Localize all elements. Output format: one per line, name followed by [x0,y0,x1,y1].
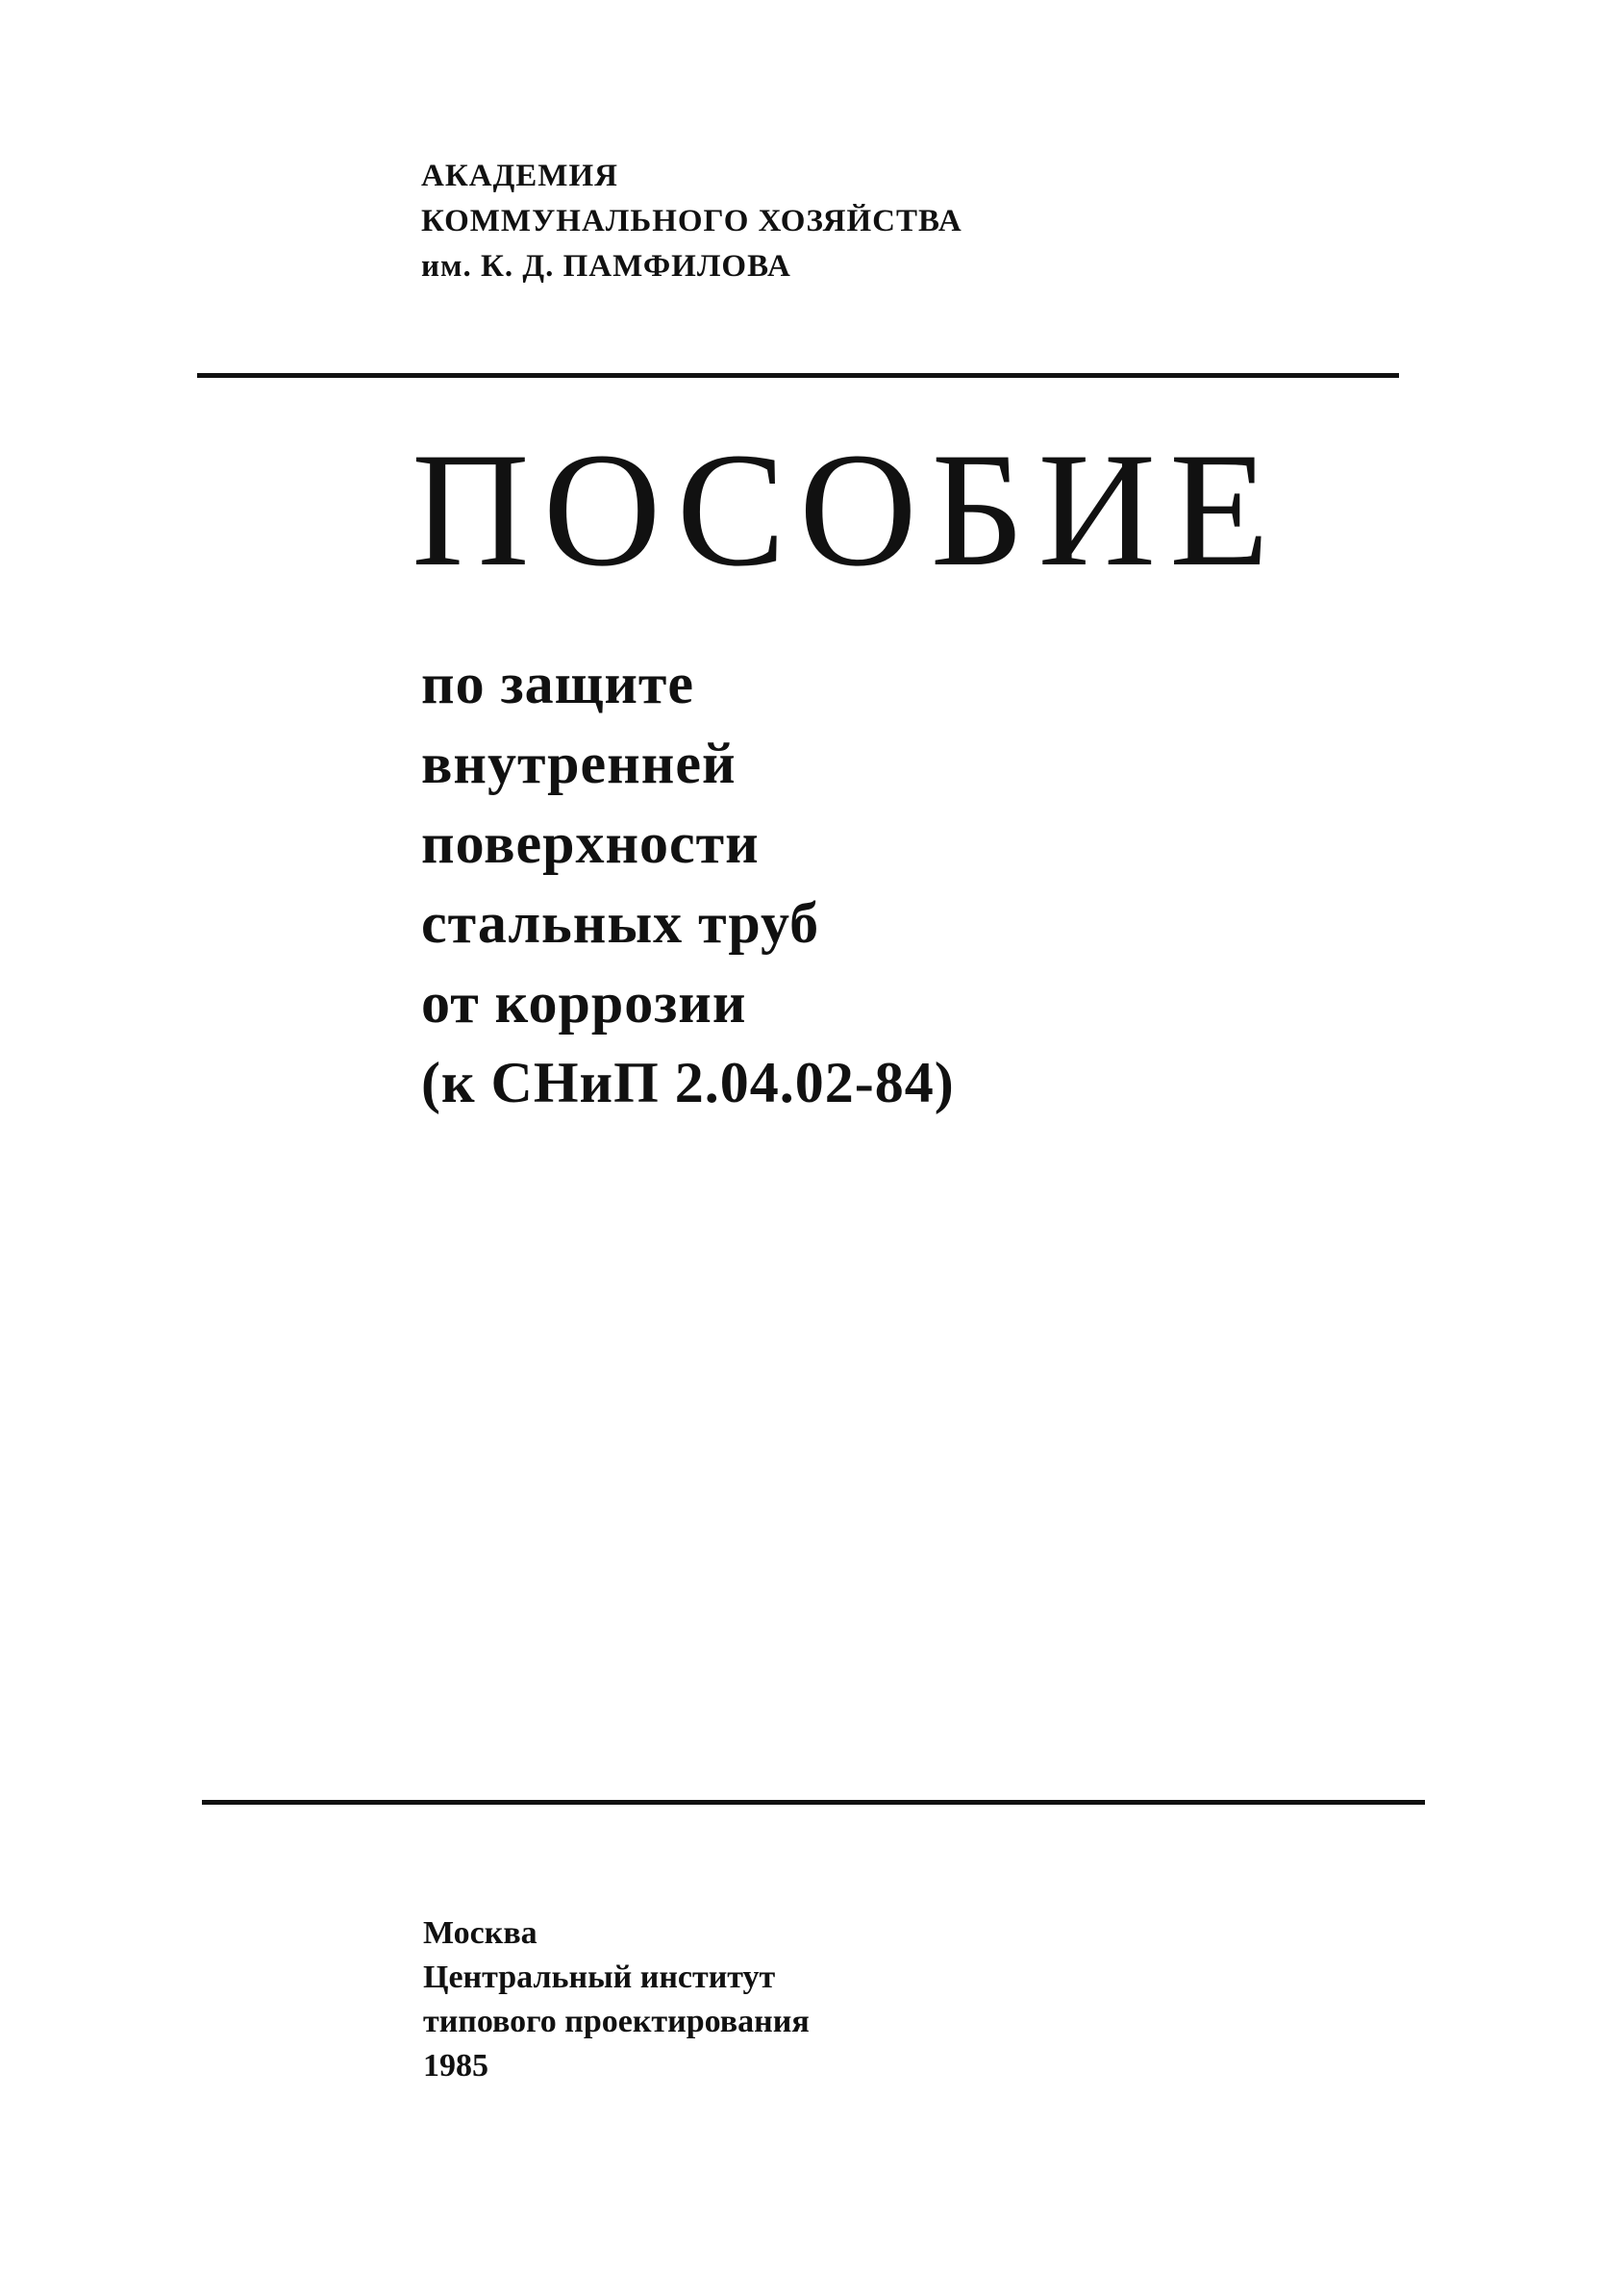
subtitle-line: поверхности [421,811,760,875]
top-divider [197,373,1399,378]
imprint-publisher-line: типового проектирования [423,2004,810,2039]
organization-line-communal: КОММУНАЛЬНОГО ХОЗЯЙСТВА [421,204,962,238]
subtitle-line: от коррозии [421,971,747,1035]
page-title: ПОСОБИЕ [412,419,1283,600]
imprint-publisher-line: Центральный институт [423,1960,776,1995]
organization-line-named-after: им. К. Д. ПАМФИЛОВА [421,249,791,284]
organization-block [421,154,962,289]
subtitle-line: стальных труб [421,891,820,955]
subtitle-line: внутренней [421,732,737,795]
imprint-block [423,1911,810,2088]
imprint-city: Москва [423,1915,537,1951]
bottom-divider [202,1800,1425,1805]
organization-line-academy: АКАДЕМИЯ [421,159,618,193]
subtitle-line: по защите [421,652,695,715]
imprint-year: 1985 [423,2048,488,2084]
subtitle-line-standard-reference: (к СНиП 2.04.02-84) [421,1051,955,1114]
subtitle-block [421,644,955,1123]
